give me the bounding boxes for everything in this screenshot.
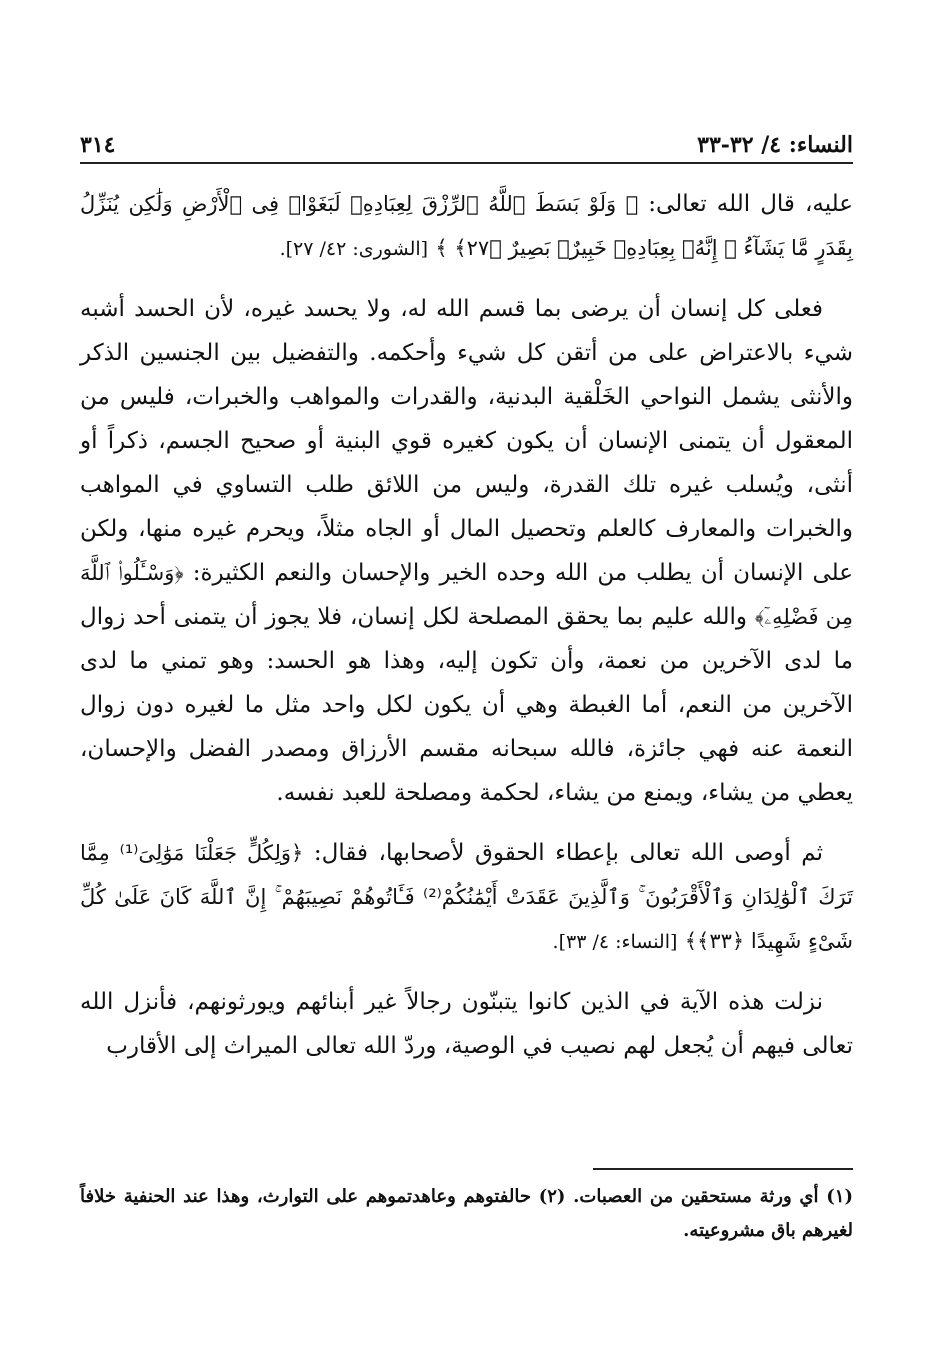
page-number: ٣١٤ xyxy=(80,132,116,158)
paragraph-lead: ثم أوصى الله تعالى بإعطاء الحقوق لأصحابها، فقال: xyxy=(303,840,823,866)
verse-reference: [النساء: ٤/ ٣٣]. xyxy=(552,931,678,953)
body-text xyxy=(80,182,853,1068)
paragraph-text: نزلت هذه الآية في الذين كانوا يتبنّون رجالاً غير أبنائهم ويورثونهم، فأنزل الله تعالى فيهم أن يُجعل لهم نصيب في الوصية، وردّ الله تعالى الميراث إلى الأقارب xyxy=(80,989,853,1059)
paragraph-tail: والله عليم بما يحقق المصلحة لكل إنسان، فلا يجوز أن يتمنى أحد زوال ما لدى الآخرين من نعمة، وأن تكون إليه، وهذا هو الحسد: وهو تمني ما لدى الآخرين من النعم، أما الغبطة وهي أن يكون لكل واحد مثل ما لغيره دون زوال النعمة عنه فهي جائزة، فالله سبحانه مقسم الأرزاق ومصدر الفضل والإحسان، يعطي من يشاء، ويمنع من يشاء، لحكمة ومصلحة للعبد نفسه. xyxy=(80,604,853,806)
footnotes: (١) أي ورثة مستحقين من العصبات. (٢) حالفتوهم وعاهدتموهم على التوارث، وهذا عند الحنفية خلافاً لغيرهم باق مشروعيته. xyxy=(80,1186,853,1241)
paragraph-lead: عليه، قال الله تعالى: xyxy=(638,191,854,217)
paragraph-2 xyxy=(80,287,853,815)
footnote-divider xyxy=(593,1168,853,1170)
paragraph-4 xyxy=(80,980,853,1068)
paragraph-3 xyxy=(80,831,853,964)
paragraph-text: فعلى كل إنسان أن يرضى بما قسم الله له، ولا يحسد غيره، لأن الحسد أشبه شيء بالاعتراض على من أتقن كل شيء وأحكمه. والتفضيل بين الجنسين الذكر والأنثى يشمل النواحي الخَلْقية البدنية، والقدرات والمواهب والخبرات، فليس من المعقول أن يتمنى الإنسان أن يكون كغيره قوي البنية أو صحيح الجسم، ذكراً أو أنثى، ويُسلب غيره تلك القدرة، وليس من اللائق طلب التساوي في المواهب والخبرات والمعارف كالعلم وتحصيل المال أو الجاه مثلاً، ويحرم غيره منها، ولكن على الإنسان أن يطلب من الله وحده الخير والإحسان والنعم الكثيرة: xyxy=(80,296,853,586)
book-page xyxy=(80,118,853,1369)
quran-verse: ﴿وَلِكُلٍّ جَعَلْنَا مَوَٰلِىَ⁽¹⁾ مِمَّا تَرَكَ ٱلْوَٰلِدَانِ وَٱلْأَقْرَبُونَ ۚ وَٱلَّذِينَ عَقَدَتْ أَيْمَٰنُكُمْ⁽²⁾ فَـَٔاتُوهُمْ نَصِيبَهُمْ ۚ إِنَّ ٱللَّهَ كَانَ عَلَىٰ كُلِّ شَىْءٍ شَهِيدًا ﴿٣٣﴾﴾ xyxy=(80,841,853,953)
quran-verse: ﴿ وَلَوْ بَسَطَ ٱللَّهُ ٱلرِّزْقَ لِعِبَادِهِۦ لَبَغَوْا۟ فِى ٱلْأَرْضِ وَلَٰكِن يُنَزِّلُ بِقَدَرٍ مَّا يَشَآءُ ۚ إِنَّهُۥ بِعِبَادِهِۦ خَبِيرٌۢ بَصِيرٌ ﴿٢٧﴾ ﴾ xyxy=(80,192,853,260)
verse-reference: [الشورى: ٤٢/ ٢٧]. xyxy=(279,238,429,260)
quran-verse: ﴿وَسْـَٔلُوا۟ ٱللَّهَ مِن فَضْلِهِۦٓ﴾ xyxy=(80,561,853,629)
paragraph-1 xyxy=(80,182,853,271)
page-header xyxy=(80,118,853,164)
page-title: النساء: ٤/ ٣٢-٣٣ xyxy=(697,132,853,158)
